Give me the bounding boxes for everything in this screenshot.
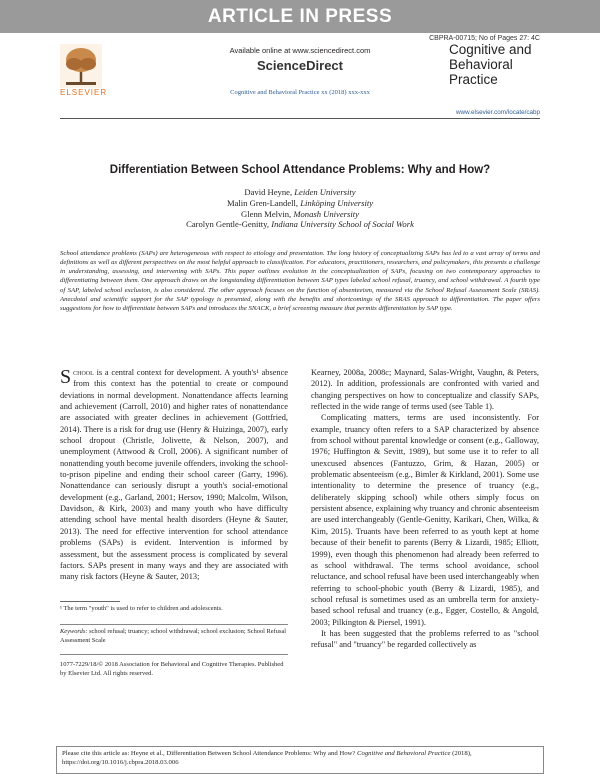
first-word: chool	[73, 368, 94, 377]
body-column-left	[60, 367, 288, 583]
citation-journal: Cognitive and Behavioral Practice	[357, 750, 451, 757]
drop-cap: S	[60, 366, 72, 388]
keywords-list: school refusal; truancy; school withdrawal; school exclusion; School Refusal Assessment Scale	[60, 628, 287, 644]
footnote: ¹ The term "youth" is used to refer to children and adolescents.	[60, 605, 223, 612]
journal-cover-title	[449, 42, 541, 102]
citation-box	[56, 746, 544, 774]
author-affiliation: Leiden University	[294, 187, 356, 197]
author-name: David Heyne,	[244, 187, 293, 197]
body-paragraph: Complicating matters, terms are used inconsistently. For example, truancy often refers to a SAP characterized by absence from school without parental knowledge or consent (e.g., Galloway, 1976; Huffington & Sevitt, 1989), but some use it to refer to all unexcused absences (Fantuzzo, Grim, & Hazan, 2005) or problematic absenteeism (e.g., Bimler & Kirkland, 2001). Some use intentionality to determine the presence of truancy (e.g., deliberately skipping school) while others simply focus on persistent absence, explaining why truancy and chronic absenteeism are used interchangeably (Gentle-Genitty, Karikari, Chen, Wilka, & Kim, 2015). Truants have been referred to as youth kept at home because of their benefit to parents (Berry & Lizardi, 1985; Elliott, 1999), even though this phenomenon had already been referred to as school withdrawal. The terms school avoidance, school reluctance, and school refusal have been used interchangeably when referring to school-phobic youth (Berry & Lizardi, 1985), and school refusal is sometimes used as an umbrella term for anxiety-based school refusal and truancy (e.g., Egger, Costello, & Angold, 2003; Pilkington & Piersel, 1991).	[311, 413, 539, 627]
citation-doi-link[interactable]: (2018), https://doi.org/10.1016/j.cbpra.2018.03.006	[62, 750, 472, 767]
body-paragraph: It has been suggested that the problems referred to as "school refusal" and "truancy" be regarded collectively as	[311, 628, 539, 650]
author-list	[60, 187, 540, 230]
journal-title-line-1: Cognitive and	[449, 42, 532, 57]
body-paragraph: Kearney, 2008a, 2008c; Maynard, Salas-Wright, Vaughn, & Peters, 2012). In addition, professionals are confronted with varied and changing perspectives on how to conceptualize and classify SAPs, reflected in the wide range of terms used (see Table 1).	[311, 368, 539, 412]
author-line	[60, 219, 540, 230]
author-name: Malin Gren-Landell,	[226, 197, 299, 208]
keywords	[60, 627, 288, 645]
author-affiliation: Indiana University School of Social Work	[271, 219, 414, 230]
keywords-label: Keywords:	[60, 628, 88, 635]
author-line	[60, 198, 540, 209]
journal-title-line-3: Practice	[449, 72, 498, 87]
body-column-right	[311, 367, 539, 651]
author-name: Glenn Melvin,	[241, 208, 292, 219]
copyright-notice: 1077-7229/18/© 2018 Association for Behavioral and Cognitive Therapies. Published by Elsevier Ltd. All rights reserved.	[60, 661, 284, 678]
article-title: Differentiation Between School Attendance Problems: Why and How?	[109, 164, 491, 176]
header-divider	[60, 118, 540, 119]
footnote-divider	[60, 601, 120, 602]
document-id: CBPRA-00715; No of Pages 27: 4C	[429, 35, 540, 42]
author-name: Carolyn Gentle-Genitty,	[186, 219, 270, 230]
article-in-press-banner: ARTICLE IN PRESS	[0, 0, 600, 33]
available-online-notice: Available online at www.sciencedirect.com	[229, 46, 371, 55]
abstract: School attendance problems (SAPs) are heterogeneous with respect to etiology and presentation. The long history of conceptualizing SAPs has led to a vast array of terms and definitions as well as different perspectives on the most helpful approach to classification. For educators, practitioners, researchers, and policymakers, this presents a challenge in understanding, assessing, and intervening with SAPs. This paper outlines evolution in the conceptualization of SAPs, focusing on two contemporary approaches to differentiating between them. One approach draws on the longstanding differentiation between SAP types labeled school refusal, truancy, and school withdrawal. A fourth type of SAP, labeled school exclusion, is also considered. The other approach focuses on the function of absenteeism, measured via the School Refusal Assessment Scale (SRAS). Anecdotal and scientific support for the SAP typology is presented, along with the benefits and shortcomings of the SRAS approach to differentiation. The paper offers suggestions for how to differentiate between SAPs and introduces the SNACK, a brief screening measure that permits differentiation by SAP type.	[60, 250, 540, 312]
paragraph-text: is a central context for development. A youth's¹ absence from this context has the potential to create or compound deviations in normal development. Nonattendance affects learning and achievement (Carroll, 2010) and higher rates of nonattendance are associated with greater declines in achievement (Gottfried, 2014). There is a risk for drug use (Henry & Huizinga, 2007), early school dropout (Christle, Jolivette, & Nelson, 2007), and unemployment (Attwood & Croll, 2006). A significant number of nonattending youth become juvenile offenders, invoking the school-to-prison pipeline and ending their school career (Garry, 1996). Nonattendance can seriously disrupt a youth's social-emotional development (e.g., Garland, 2001; Hersov, 1990; Malcolm, Wilson, Davidson, & Kirk, 2003) and many youth who have difficulty attending school have mental health disorders (Heyne & Sauter, 2013). The need for effective intervention for school attendance problems (SAPs) is evident. Intervention is informed by assessment, but the assessment process is complicated by several factors. SAPs present in many ways and they are associated with many risk factors (Heyne & Sauter, 2013;	[60, 368, 288, 582]
journal-url-link[interactable]: www.elsevier.com/locate/cabp	[456, 109, 540, 116]
author-affiliation: Linköping University	[300, 197, 374, 208]
author-line	[60, 209, 540, 220]
copyright-divider	[60, 654, 288, 655]
keywords-divider	[60, 624, 288, 625]
body-paragraph	[60, 367, 288, 583]
author-affiliation: Monash University	[293, 208, 359, 219]
author-line	[60, 187, 540, 198]
citation-prefix: Please cite this article as: Heyne et al., Differentiation Between School Attendance Problems: Why and How?	[62, 750, 358, 757]
journal-title-line-2: Behavioral	[449, 57, 513, 72]
elsevier-wordmark: ELSEVIER	[60, 88, 108, 97]
journal-reference[interactable]: Cognitive and Behavioral Practice xx (2018) xxx-xxx	[230, 89, 370, 96]
sciencedirect-logo[interactable]: ScienceDirect	[257, 58, 343, 73]
